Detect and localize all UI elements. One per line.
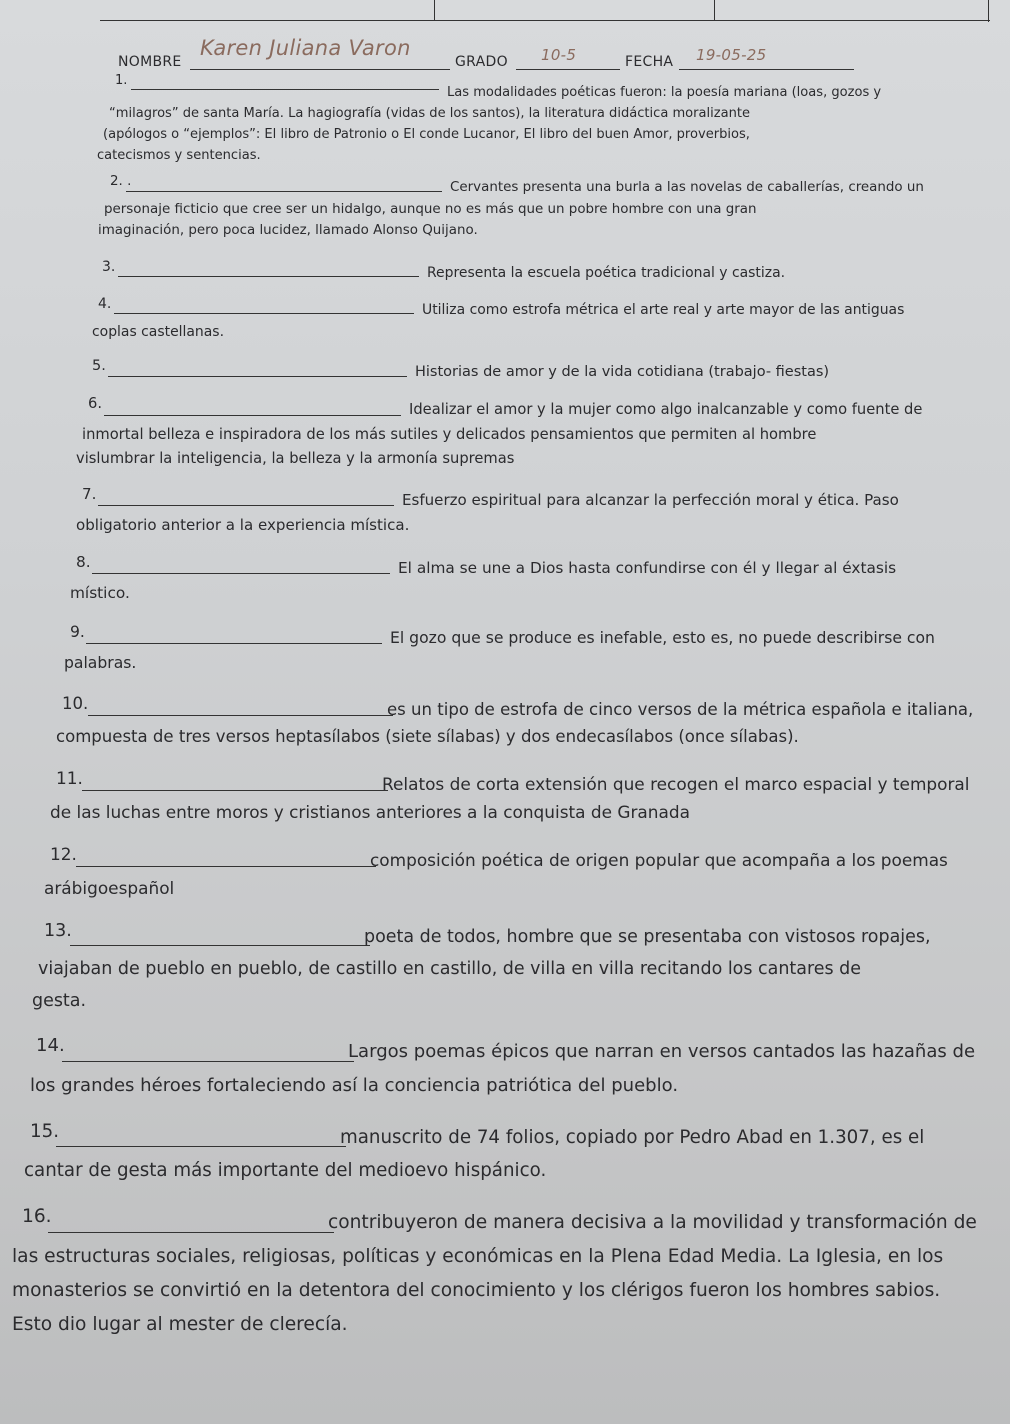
question-text: contribuyeron de manera decisiva a la movilidad y transformación de	[328, 1212, 977, 1233]
name-value[interactable]: Karen Juliana Varon	[200, 36, 411, 60]
question-text: es un tipo de estrofa de cinco versos de la métrica española e italiana,	[387, 700, 974, 719]
question-text: El gozo que se produce es inefable, esto es, no puede describirse con	[390, 629, 935, 647]
question-text-continued: los grandes héroes fortaleciendo así la conciencia patriótica del pueblo.	[30, 1075, 679, 1096]
answer-blank[interactable]	[48, 1232, 334, 1233]
question-number: 11.	[56, 768, 83, 788]
question-text-continued: Esto dio lugar al mester de clerecía.	[12, 1314, 348, 1335]
answer-blank[interactable]	[126, 191, 442, 192]
question-text-continued: monasterios se convirtió en la detentora del conocimiento y los clérigos fueron los hombres sabios.	[12, 1280, 941, 1301]
question-number: 16.	[22, 1206, 52, 1227]
answer-blank[interactable]	[88, 715, 393, 716]
question-text: Largos poemas épicos que narran en versos cantados las hazañas de	[348, 1041, 976, 1062]
question-text: El alma se une a Dios hasta confundirse con él y llegar al éxtasis	[398, 559, 897, 577]
question-text-continued: (apólogos o “ejemplos”: El libro de Patronio o El conde Lucanor, El libro del buen Amor, proverbios,	[103, 127, 750, 142]
question-text-continued: las estructuras sociales, religiosas, políticas y económicas en la Plena Edad Media. La Iglesia, en los	[12, 1246, 944, 1267]
answer-blank[interactable]	[118, 276, 419, 277]
question-text: Cervantes presenta una burla a las novelas de caballerías, creando un	[450, 180, 924, 195]
student-header	[118, 36, 978, 74]
question-text-continued: cantar de gesta más importante del medioevo hispánico.	[24, 1160, 547, 1181]
answer-blank[interactable]	[98, 505, 394, 506]
question-text-continued: imaginación, pero poca lucidez, llamado Alonso Quijano.	[98, 223, 478, 238]
question-text-continued: de las luchas entre moros y cristianos anteriores a la conquista de Granada	[50, 802, 690, 822]
date-line	[679, 69, 854, 70]
question-number: 1.	[115, 73, 128, 88]
question-text-continued: obligatorio anterior a la experiencia mística.	[76, 515, 410, 534]
date-value[interactable]: 19-05-25	[696, 46, 767, 64]
question-text-continued: catecismos y sentencias.	[97, 148, 261, 163]
question-text-continued: personaje ficticio que cree ser un hidalgo, aunque no es más que un pobre hombre con una gran	[104, 201, 757, 217]
question-text-continued: compuesta de tres versos heptasílabos (siete sílabas) y dos endecasílabos (once sílabas).	[56, 727, 799, 746]
answer-blank[interactable]	[131, 89, 439, 90]
question-text-continued: místico.	[70, 584, 130, 602]
question-text-continued: gesta.	[32, 991, 87, 1011]
question-text: manuscrito de 74 folios, copiado por Pedro Abad en 1.307, es el	[340, 1127, 925, 1148]
question-number: 4.	[98, 296, 112, 312]
question-text-continued: viajaban de pueblo en pueblo, de castillo en castillo, de villa en villa recitando los cantares de	[38, 959, 861, 979]
question-text-continued: palabras.	[64, 654, 137, 672]
question-number: 8.	[76, 553, 91, 571]
answer-blank[interactable]	[82, 790, 388, 791]
answer-blank[interactable]	[56, 1146, 346, 1147]
answer-blank[interactable]	[108, 376, 407, 377]
question-text-continued: arábigoespañol	[44, 878, 175, 898]
question-text-continued: “milagros” de santa María. La hagiografía (vidas de los santos), la literatura didáctica moralizante	[109, 106, 751, 121]
table-divider	[434, 0, 435, 20]
question-number: 5.	[92, 358, 106, 374]
question-number: 13.	[44, 921, 72, 941]
question-text-continued: coplas castellanas.	[92, 324, 224, 340]
name-label: NOMBRE	[118, 54, 182, 70]
answer-blank[interactable]	[62, 1061, 354, 1062]
question-number: 14.	[36, 1035, 65, 1056]
question-number: 12.	[50, 844, 77, 864]
question-text: Las modalidades poéticas fueron: la poesía mariana (loas, gozos y	[447, 85, 882, 100]
question-text: Utiliza como estrofa métrica el arte real y arte mayor de las antiguas	[422, 302, 905, 318]
question-text-continued: vislumbrar la inteligencia, la belleza y la armonía supremas	[76, 450, 515, 467]
name-line	[190, 69, 450, 70]
question-number: 2. .	[110, 174, 132, 189]
top-border-line	[100, 20, 990, 21]
answer-blank[interactable]	[86, 643, 382, 644]
question-number: 3.	[102, 259, 116, 275]
question-text: Idealizar el amor y la mujer como algo inalcanzable y como fuente de	[409, 401, 923, 418]
date-label: FECHA	[625, 54, 674, 70]
question-text: Esfuerzo espiritual para alcanzar la perfección moral y ética. Paso	[402, 491, 899, 509]
question-text: Representa la escuela poética tradicional y castiza.	[427, 265, 786, 281]
answer-blank[interactable]	[92, 573, 390, 574]
question-number: 15.	[30, 1121, 59, 1142]
question-text: composición poética de origen popular que acompaña a los poemas	[370, 850, 948, 870]
question-text: Historias de amor y de la vida cotidiana (trabajo- fiestas)	[415, 364, 830, 380]
question-text: Relatos de corta extensión que recogen el marco espacial y temporal	[382, 774, 970, 794]
question-text: poeta de todos, hombre que se presentaba con vistosos ropajes,	[364, 927, 931, 947]
question-number: 7.	[82, 485, 97, 503]
answer-blank[interactable]	[76, 866, 376, 867]
question-number: 9.	[70, 623, 85, 641]
table-divider	[988, 0, 989, 22]
grade-line	[516, 69, 620, 70]
answer-blank[interactable]	[104, 415, 401, 416]
question-text-continued: inmortal belleza e inspiradora de los más sutiles y delicados pensamientos que permiten al hombre	[82, 425, 817, 443]
table-divider	[714, 0, 715, 20]
answer-blank[interactable]	[114, 313, 414, 314]
question-number: 6.	[88, 395, 103, 412]
grade-label: GRADO	[455, 54, 508, 70]
answer-blank[interactable]	[70, 945, 370, 946]
grade-value[interactable]: 10-5	[541, 46, 577, 64]
question-number: 10.	[62, 694, 89, 713]
